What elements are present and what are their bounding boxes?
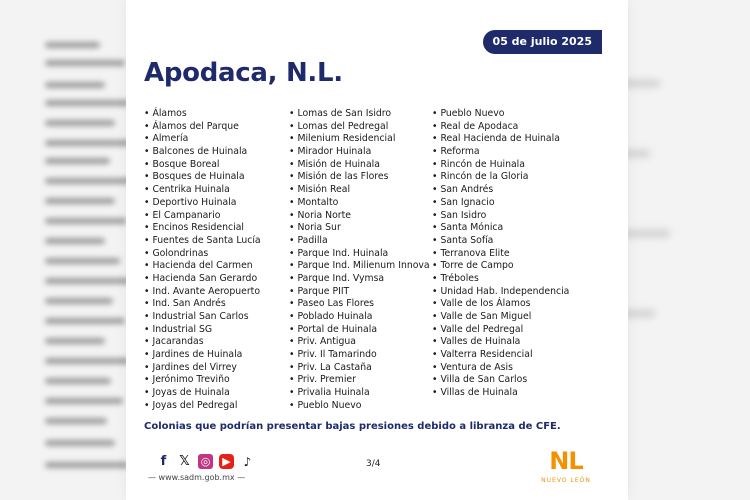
colonia-item: • Valle de San Miguel <box>432 311 569 324</box>
colonia-item: • Rincón de la Gloria <box>432 171 569 184</box>
page-title: Apodaca, N.L. <box>144 58 343 88</box>
colonia-item: • El Campanario <box>144 210 261 223</box>
colonia-item: • Portal de Huinala <box>289 324 430 337</box>
colonia-item: • San Andrés <box>432 184 569 197</box>
website-dash-right: — <box>234 473 246 482</box>
website-link[interactable] <box>148 473 245 482</box>
nuevo-leon-logo <box>526 447 606 487</box>
colonia-item: • Golondrinas <box>144 248 261 261</box>
colonia-item: • Parque Ind. Milienum Innova <box>289 260 430 273</box>
colonia-item: • Mirador Huinala <box>289 146 430 159</box>
colonias-column-1 <box>144 108 261 413</box>
colonia-item: • Rincón de Huinala <box>432 159 569 172</box>
colonia-item: • Poblado Huinala <box>289 311 430 324</box>
colonia-item: • Paseo Las Flores <box>289 298 430 311</box>
colonia-item: • Misión de las Flores <box>289 171 430 184</box>
colonia-item: • Pueblo Nuevo <box>432 108 569 121</box>
colonia-item: • Centrika Huinala <box>144 184 261 197</box>
colonia-item: • Industrial San Carlos <box>144 311 261 324</box>
colonias-column-3 <box>432 108 569 400</box>
blurred-background-right <box>610 0 750 500</box>
colonia-item: • Jardines de Huinala <box>144 349 261 362</box>
colonia-item: • Torre de Campo <box>432 260 569 273</box>
colonia-item: • Parque PIIT <box>289 286 430 299</box>
colonia-item: • Unidad Hab. Independencia <box>432 286 569 299</box>
colonia-item: • Ind. Avante Aeropuerto <box>144 286 261 299</box>
colonia-item: • Parque Ind. Vymsa <box>289 273 430 286</box>
colonia-item: • Santa Mónica <box>432 222 569 235</box>
colonia-item: • Industrial SG <box>144 324 261 337</box>
colonia-item: • Valle del Pedregal <box>432 324 569 337</box>
colonia-item: • Noria Sur <box>289 222 430 235</box>
colonia-item: • Álamos del Parque <box>144 121 261 134</box>
colonia-item: • Santa Sofía <box>432 235 569 248</box>
colonia-item: • Hacienda San Gerardo <box>144 273 261 286</box>
colonia-item: • Noria Norte <box>289 210 430 223</box>
colonia-item: • Hacienda del Carmen <box>144 260 261 273</box>
colonia-item: • Bosque Boreal <box>144 159 261 172</box>
colonia-item: • San Isidro <box>432 210 569 223</box>
social-links <box>156 454 255 469</box>
date-badge: 05 de julio 2025 <box>483 30 602 54</box>
colonia-item: • Real de Apodaca <box>432 121 569 134</box>
colonia-item: • Villas de Huinala <box>432 387 569 400</box>
website-text: www.sadm.gob.mx <box>158 473 235 482</box>
colonia-item: • Joyas de Huinala <box>144 387 261 400</box>
colonia-item: • Ventura de Asis <box>432 362 569 375</box>
colonia-item: • Encinos Residencial <box>144 222 261 235</box>
colonia-item: • Misión Real <box>289 184 430 197</box>
x-icon[interactable]: 𝕏 <box>179 454 190 469</box>
colonia-item: • Misión de Huinala <box>289 159 430 172</box>
colonia-item: • Lomas de San Isidro <box>289 108 430 121</box>
colonia-item: • Priv. Antigua <box>289 336 430 349</box>
colonia-item: • Real Hacienda de Huinala <box>432 133 569 146</box>
colonia-item: • Privalia Huinala <box>289 387 430 400</box>
water-notice-card <box>126 0 628 500</box>
logo-text: NL <box>549 447 583 475</box>
instagram-icon[interactable]: ◎ <box>198 454 213 469</box>
colonia-item: • Villa de San Carlos <box>432 374 569 387</box>
colonia-item: • Valterra Residencial <box>432 349 569 362</box>
colonia-item: • San Ignacio <box>432 197 569 210</box>
colonia-item: • Reforma <box>432 146 569 159</box>
colonia-item: • Parque Ind. Huinala <box>289 248 430 261</box>
colonia-item: • Terranova Elite <box>432 248 569 261</box>
colonia-item: • Priv. La Castaña <box>289 362 430 375</box>
page-number: 3/4 <box>366 459 381 469</box>
colonia-item: • Priv. Premier <box>289 374 430 387</box>
colonia-item: • Priv. Il Tamarindo <box>289 349 430 362</box>
colonia-item: • Balcones de Huinala <box>144 146 261 159</box>
colonia-item: • Fuentes de Santa Lucía <box>144 235 261 248</box>
colonia-item: • Valles de Huinala <box>432 336 569 349</box>
colonia-item: • Álamos <box>144 108 261 121</box>
colonia-item: • Jardines del Virrey <box>144 362 261 375</box>
colonia-item: • Joyas del Pedregal <box>144 400 261 413</box>
tiktok-icon[interactable]: ♪ <box>243 454 252 469</box>
colonia-item: • Pueblo Nuevo <box>289 400 430 413</box>
facebook-icon[interactable]: f <box>160 454 167 469</box>
colonia-item: • Tréboles <box>432 273 569 286</box>
colonia-item: • Lomas del Pedregal <box>289 121 430 134</box>
website-dash-left: — <box>148 473 159 482</box>
colonia-item: • Almería <box>144 133 261 146</box>
colonia-item: • Ind. San Andrés <box>144 298 261 311</box>
colonia-item: • Bosques de Huinala <box>144 171 261 184</box>
colonia-item: • Jerónimo Treviño <box>144 374 261 387</box>
youtube-icon[interactable]: ▶ <box>219 454 234 469</box>
logo-subtitle: NUEVO LEÓN <box>541 477 591 484</box>
colonia-item: • Padilla <box>289 235 430 248</box>
colonia-item: • Milenium Residencial <box>289 133 430 146</box>
footnote: Colonias que podrían presentar bajas presiones debido a libranza de CFE. <box>144 421 561 432</box>
colonia-item: • Jacarandas <box>144 336 261 349</box>
colonia-item: • Montalto <box>289 197 430 210</box>
colonia-item: • Valle de los Álamos <box>432 298 569 311</box>
colonias-column-2 <box>289 108 430 413</box>
colonia-item: • Deportivo Huinala <box>144 197 261 210</box>
